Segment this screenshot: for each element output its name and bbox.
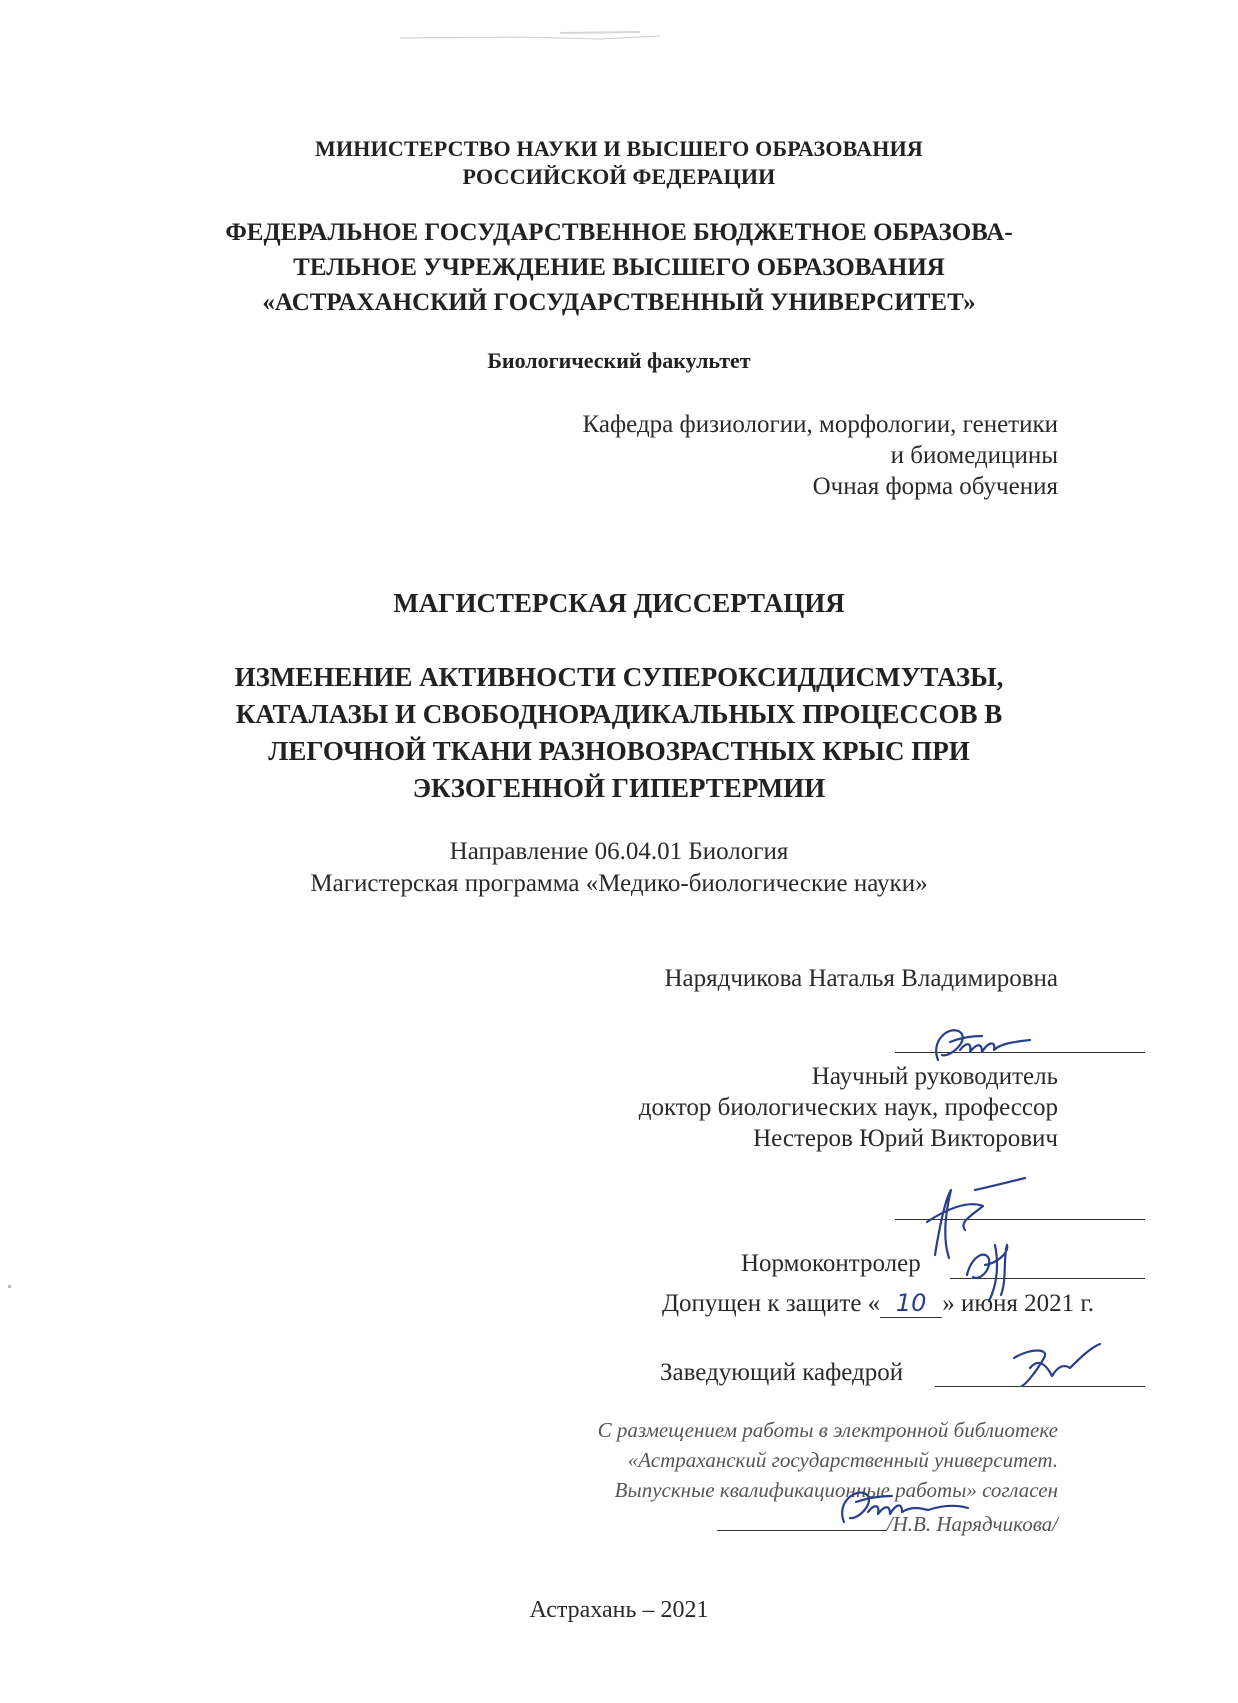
department-line-2: и биомедицины [890, 442, 1058, 469]
thesis-title-line-4: ЭКЗОГЕННОЙ ГИПЕРТЕРМИИ [412, 773, 826, 803]
supervisor-degree: доктор биологических наук, профессор [638, 1094, 1058, 1121]
head-label: Заведующий кафедрой [660, 1359, 904, 1386]
department-line-1: Кафедра физиологии, морфологии, генетики [582, 411, 1058, 438]
program-name: Магистерская программа «Медико-биологические науки» [310, 870, 928, 897]
consent-line-2: «Астраханский государственный университет. [627, 1448, 1058, 1472]
admission-day: 10 [880, 1289, 942, 1318]
admission-text [662, 1289, 1094, 1318]
scan-speck [8, 1285, 11, 1288]
consent-signature [828, 1478, 988, 1538]
supervisor-role: Научный руководитель [811, 1063, 1058, 1090]
consent-signer: /Н.В. Нарядчикова/ [886, 1512, 1058, 1536]
work-type: МАГИСТЕРСКАЯ ДИССЕРТАЦИЯ [393, 588, 845, 618]
supervisor-name: Нестеров Юрий Викторович [753, 1125, 1058, 1152]
institution-line-2: ТЕЛЬНОЕ УЧРЕЖДЕНИЕ ВЫСШЕГО ОБРАЗОВАНИЯ [293, 254, 945, 281]
head-signature [1000, 1338, 1110, 1393]
ministry-line-2: РОССИЙСКОЙ ФЕДЕРАЦИИ [462, 164, 776, 189]
consent-line-3: Выпускные квалификационные работы» согласен [614, 1478, 1058, 1502]
ministry-line-1: МИНИСТЕРСТВО НАУКИ И ВЫСШЕГО ОБРАЗОВАНИЯ [315, 136, 923, 161]
admission-prefix: Допущен к защите « [662, 1290, 881, 1317]
direction: Направление 06.04.01 Биология [449, 838, 789, 865]
normcontrol-label: Нормоконтролер [741, 1250, 921, 1277]
study-form: Очная форма обучения [812, 473, 1058, 500]
scan-edge-artifact [0, 0, 1238, 60]
consent-line-1: С размещением работы в электронной библиотеке [597, 1418, 1058, 1442]
city-year: Астрахань – 2021 [529, 1597, 709, 1623]
institution-line-3: «АСТРАХАНСКИЙ ГОСУДАРСТВЕННЫЙ УНИВЕРСИТЕТ» [262, 289, 976, 316]
institution-line-1: ФЕДЕРАЛЬНОЕ ГОСУДАРСТВЕННОЕ БЮДЖЕТНОЕ ОБРАЗОВА- [225, 219, 1013, 246]
author-name: Нарядчикова Наталья Владимировна [664, 965, 1058, 992]
admission-suffix: » июня 2021 г. [942, 1290, 1095, 1317]
thesis-title-line-1: ИЗМЕНЕНИЕ АКТИВНОСТИ СУПЕРОКСИДДИСМУТАЗЫ, [234, 662, 1004, 692]
faculty: Биологический факультет [487, 348, 751, 373]
thesis-title-line-3: ЛЕГОЧНОЙ ТКАНИ РАЗНОВОЗРАСТНЫХ КРЫС ПРИ [268, 736, 970, 766]
thesis-title-line-2: КАТАЛАЗЫ И СВОБОДНОРАДИКАЛЬНЫХ ПРОЦЕССОВ В [235, 699, 1003, 729]
